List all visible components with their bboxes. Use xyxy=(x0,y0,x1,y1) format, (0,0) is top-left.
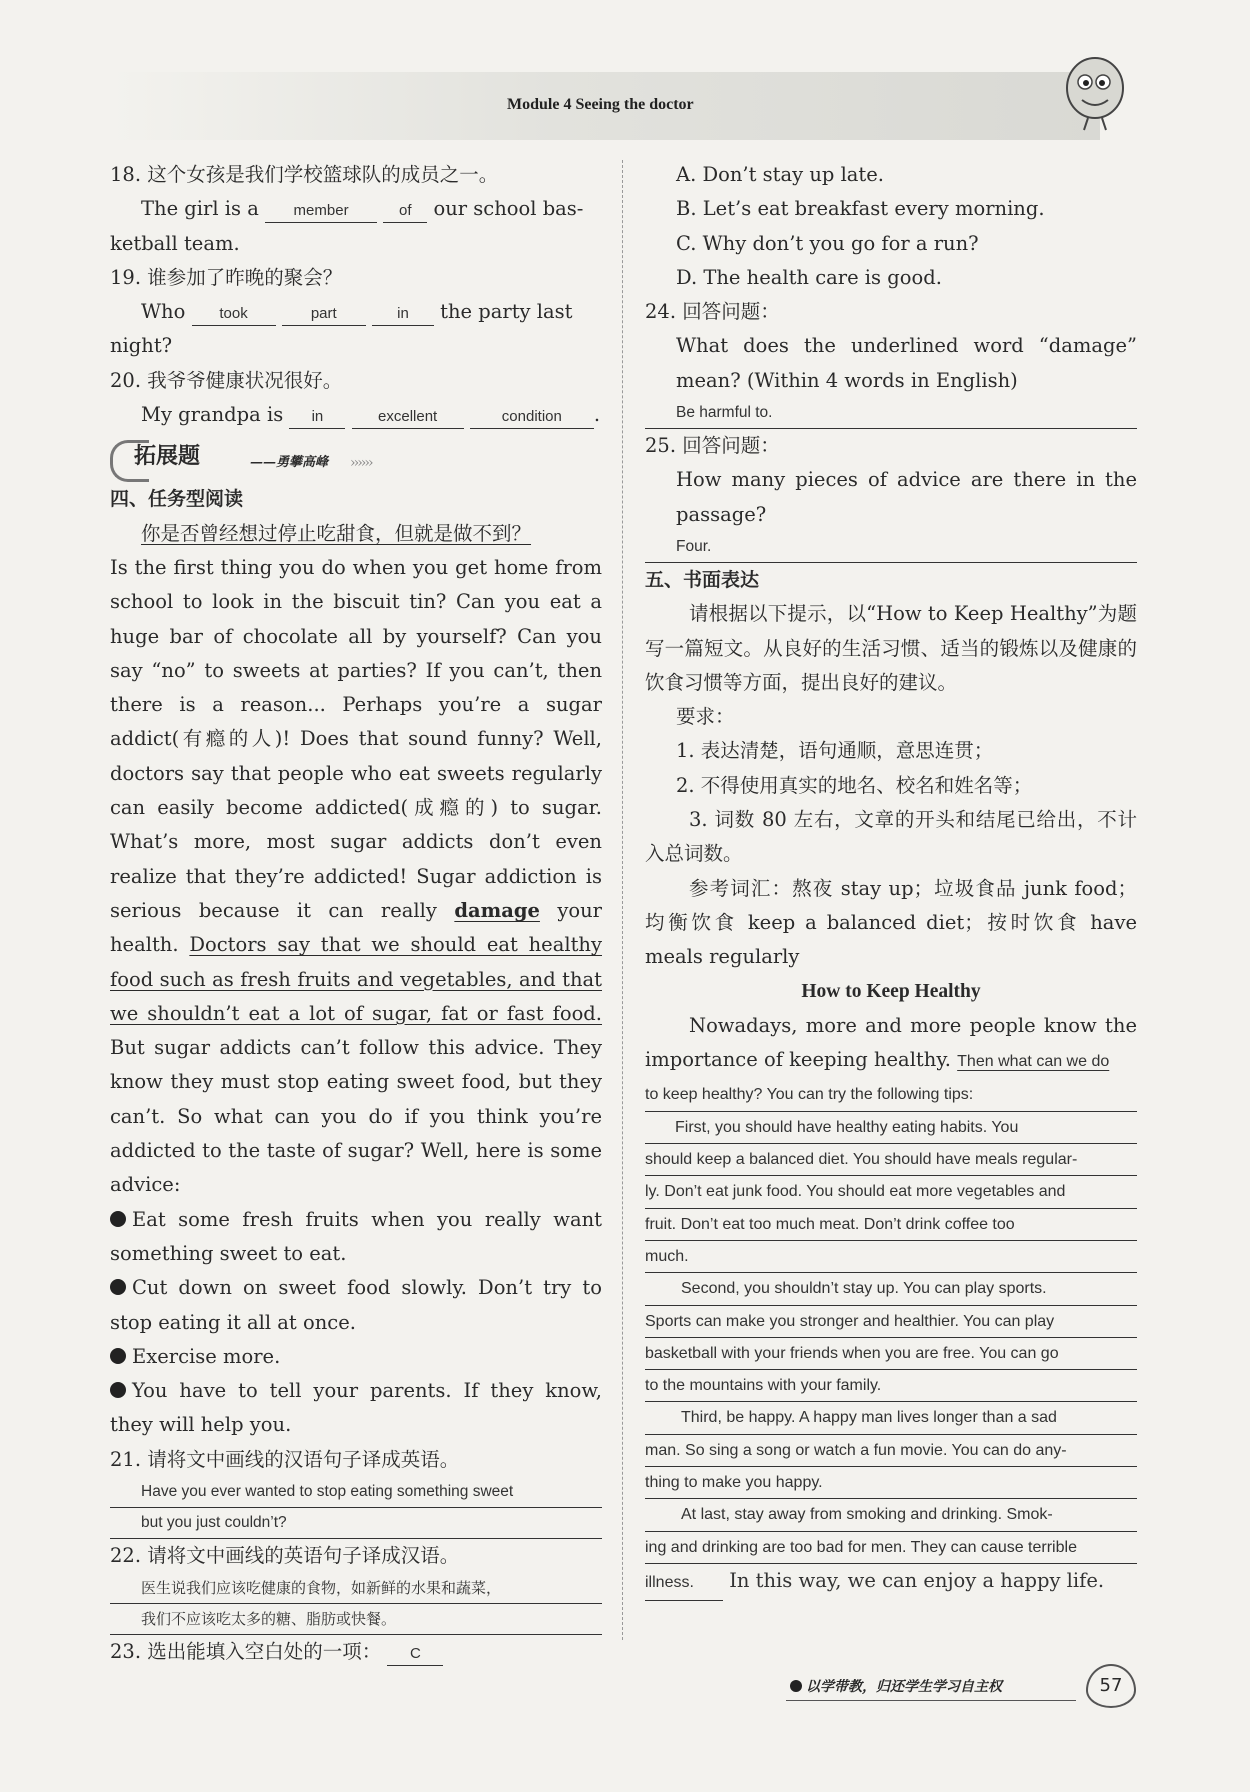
q19-blank-1[interactable]: took xyxy=(192,303,276,326)
q19-pre: Who xyxy=(141,300,186,324)
section5-title: 五、书面表达 xyxy=(645,568,760,591)
passage-p1: Is the first thing you do when you get home from school to look in the biscuit tin? Can you eat a huge bar of chocolate all by yourself? Can you say “no” to sweets at parties? If you can’t, then there is a reason... Perhaps you’re a sugar addict(有瘾的人)! Does that sound funny? Well, doctors say that people who eat sweets regularly can easily become addicted(成瘾的) to sugar. What’s more, most sugar addicts don’t even realize that they’re addicted! Sugar addiction is serious because it can really xyxy=(110,555,602,922)
q20-sentence xyxy=(110,398,602,432)
mascot-icon xyxy=(1058,48,1132,134)
q19-sentence-end: night? xyxy=(110,334,173,358)
extend-section-banner xyxy=(110,436,602,480)
q25-text: How many pieces of advice are there in the passage? xyxy=(676,468,1137,526)
essay-line: man. So sing a song or watch a fun movie. You can do any- xyxy=(645,1435,1137,1467)
passage-p1c: But sugar addicts can’t follow this advice. They know they must stop eating sweet food, but they can’t. So what can you do if you think you’re addicted to the taste of sugar? Well, here is some advice: xyxy=(110,1036,602,1197)
q20-blank-3[interactable]: condition xyxy=(470,406,594,429)
requirements-title: 要求： xyxy=(676,705,735,729)
q18-prompt: 18. 这个女孩是我们学校篮球队的成员之一。 xyxy=(110,163,499,186)
essay-line: basketball with your friends when you are free. You can go xyxy=(645,1338,1137,1370)
advice-item-3: Exercise more. xyxy=(110,1340,602,1374)
column-divider xyxy=(622,160,623,1640)
passage-underlined-sentence: Doctors say that we should eat healthy food such as fresh fruits and vegetables, and that we shouldn’t eat a lot of sugar, fat or fast food. xyxy=(110,933,602,1025)
q23-prompt: 23. 选出能填入空白处的一项： xyxy=(110,1640,382,1664)
q19-prompt: 19. 谁参加了昨晚的聚会？ xyxy=(110,265,343,289)
essay-line: should keep a balanced diet. You should have meals regular- xyxy=(645,1144,1137,1176)
option-d: D. The health care is good. xyxy=(676,265,942,289)
passage-damage-word: damage xyxy=(454,898,540,922)
essay-closing: In this way, we can enjoy a happy life. xyxy=(729,1568,1105,1592)
q20-blank-1[interactable]: in xyxy=(289,406,345,429)
essay-line: First, you should have healthy eating habits. You xyxy=(645,1112,1137,1144)
q19-sentence xyxy=(110,295,602,329)
essay-line: Third, be happy. A happy man lives longer than a sad xyxy=(645,1402,1137,1434)
passage-title: 你是否曾经想过停止吃甜食，但就是做不到？ xyxy=(141,521,532,545)
q24-prompt: 24. 回答问题： xyxy=(645,300,780,324)
q18-sentence xyxy=(110,192,602,226)
q24-text: What does the underlined word “damage” mean? (Within 4 words in English) xyxy=(676,334,1137,392)
q19-post: the party last xyxy=(440,300,573,324)
footer-rule xyxy=(786,1700,1076,1701)
q20-prompt: 20. 我爷爷健康状况很好。 xyxy=(110,368,343,392)
q18-sentence-end: ketball team. xyxy=(110,231,240,255)
advice-item-4: You have to tell your parents. If they know, they will help you. xyxy=(110,1379,602,1437)
writing-instructions: 请根据以下提示，以“How to Keep Healthy”为题写一篇短文。从良好的生活习惯、适当的锻炼以及健康的饮食习惯等方面，提出良好的建议。 xyxy=(645,602,1137,694)
extend-title: 拓展题 xyxy=(134,444,201,470)
essay-opening: Nowadays, more and more people know the importance of keeping healthy. Then what can we do xyxy=(645,1013,1137,1072)
footer-bullet-icon xyxy=(790,1680,802,1692)
essay-line: much. xyxy=(645,1241,1137,1273)
bullet-icon xyxy=(110,1348,126,1364)
q18-blank-1[interactable]: member xyxy=(265,200,377,223)
left-column xyxy=(110,158,602,1670)
essay-line: ly. Don’t eat junk food. You should eat more vegetables and xyxy=(645,1176,1137,1208)
passage-body xyxy=(110,551,602,1203)
q22-answer-line-1[interactable]: 医生说我们应该吃健康的食物，如新鲜的水果和蔬菜， xyxy=(110,1573,602,1604)
option-b: B. Let’s eat breakfast every morning. xyxy=(676,197,1045,221)
q23 xyxy=(110,1635,602,1669)
requirement-3: 3. 词数 80 左右，文章的开头和结尾已给出，不计入总词数。 xyxy=(645,808,1137,866)
passage-p1b: your health. xyxy=(110,898,602,957)
q21-prompt: 21. 请将文中画线的汉语句子译成英语。 xyxy=(110,1447,460,1471)
bullet-icon xyxy=(110,1279,126,1295)
essay-last-line xyxy=(645,1564,1137,1601)
page-number: 57 xyxy=(1086,1664,1136,1708)
essay-title: How to Keep Healthy xyxy=(801,980,981,1002)
essay-line: fruit. Don’t eat too much meat. Don’t drink coffee too xyxy=(645,1209,1137,1241)
option-a: A. Don’t stay up late. xyxy=(676,163,885,186)
q18-pre: The girl is a xyxy=(141,197,259,221)
essay-body[interactable] xyxy=(645,1079,1137,1600)
essay-line: ing and drinking are too bad for men. They can cause terrible xyxy=(645,1532,1137,1564)
q19-blank-3[interactable]: in xyxy=(372,303,434,326)
q20-pre: My grandpa is xyxy=(141,403,284,427)
advice-item-2: Cut down on sweet food slowly. Don’t try to stop eating it all at once. xyxy=(110,1276,602,1334)
advice-item-1: Eat some fresh fruits when you really want something sweet to eat. xyxy=(110,1207,602,1265)
bullet-icon xyxy=(110,1382,126,1398)
q20-blank-2[interactable]: excellent xyxy=(352,406,464,429)
essay-line: thing to make you happy. xyxy=(645,1467,1137,1499)
q22-answer-line-2[interactable]: 我们不应该吃太多的糖、脂肪或快餐。 xyxy=(110,1604,602,1635)
q19-blank-2[interactable]: part xyxy=(282,303,366,326)
bullet-icon xyxy=(110,1211,126,1227)
requirement-1: 1. 表达清楚，语句通顺，意思连贯； xyxy=(676,739,994,763)
q22-prompt: 22. 请将文中画线的英语句子译成汉语。 xyxy=(110,1543,460,1567)
q25-answer[interactable]: Four. xyxy=(645,532,1137,563)
q23-answer[interactable]: C xyxy=(387,1643,443,1666)
option-c: C. Why don’t you go for a run? xyxy=(676,231,979,255)
essay-line: to keep healthy? You can try the following tips: xyxy=(645,1079,1137,1111)
essay-line: illness. xyxy=(645,1566,723,1601)
extend-subtitle: ——勇攀高峰 xyxy=(250,455,329,471)
q24-answer[interactable]: Be harmful to. xyxy=(645,398,1137,429)
q21-answer-line-1[interactable]: Have you ever wanted to stop eating something sweet xyxy=(110,1477,602,1508)
essay-line: Sports can make you stronger and healthier. You can play xyxy=(645,1306,1137,1338)
page-header-title: Module 4 Seeing the doctor xyxy=(507,96,694,113)
requirement-2: 2. 不得使用真实的地名、校名和姓名等； xyxy=(676,773,1033,797)
chevrons-icon: ›››››› xyxy=(350,455,372,472)
q21-answer-line-2[interactable]: but you just couldn’t? xyxy=(110,1508,602,1539)
q18-blank-2[interactable]: of xyxy=(383,200,427,223)
essay-line: Second, you shouldn’t stay up. You can play sports. xyxy=(645,1273,1137,1305)
q20-post: . xyxy=(593,403,601,427)
essay-line-0[interactable]: Then what can we do xyxy=(957,1053,1110,1071)
vocabulary-hint: 参考词汇：熬夜 stay up；垃圾食品 junk food；均衡饮食 keep a balanced diet；按时饮食 have meals regularly xyxy=(645,876,1137,969)
q18-post: our school bas- xyxy=(433,197,584,221)
essay-line: At last, stay away from smoking and drinking. Smok- xyxy=(645,1499,1137,1531)
q25-prompt: 25. 回答问题： xyxy=(645,434,780,458)
essay-line: to the mountains with your family. xyxy=(645,1370,1137,1402)
right-column xyxy=(645,158,1137,1601)
footer-motto: 以学带教，归还学生学习自主权 xyxy=(806,1679,1002,1695)
section4-title: 四、任务型阅读 xyxy=(110,488,244,511)
